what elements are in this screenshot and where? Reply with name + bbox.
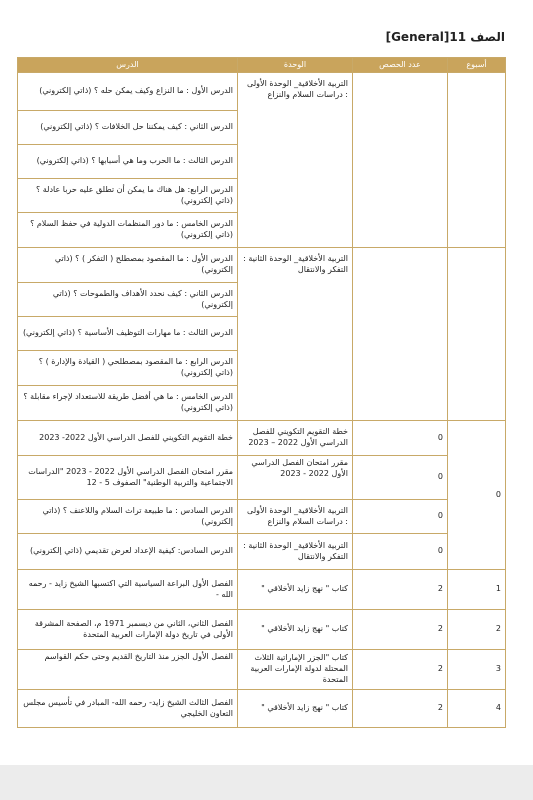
unit-cell: التربية الأخلاقية_ الوحدة الأولى : دراسات السلام والنزاع (238, 500, 353, 534)
table-row (18, 690, 506, 728)
table-row (18, 500, 506, 534)
unit-cell: التربية الأخلاقية_ الوحدة الثانية : التفكر والانتقال (238, 248, 353, 421)
header-lesson: الدرس (18, 58, 238, 73)
periods-cell: 2 (353, 690, 448, 728)
week-cell: 0 (448, 421, 506, 570)
lesson-cell: الدرس الثالث : ما الحرب وما هي أسبابها ؟ (ذاتي إلكتروني) (18, 145, 238, 179)
table-header-row (18, 58, 506, 73)
week-cell: 3 (448, 650, 506, 690)
periods-cell (353, 248, 448, 421)
lesson-cell: الدرس الثالث : ما مهارات التوظيف الأساسية ؟ (ذاتي إلكتروني) (18, 317, 238, 351)
week-cell (448, 73, 506, 248)
week-cell (448, 248, 506, 421)
lesson-cell: الدرس السادس: كيفية الإعداد لعرض تقديمي (ذاتي إلكتروني) (18, 534, 238, 570)
unit-cell: كتاب " نهج زايد الأخلاقي " (238, 690, 353, 728)
lesson-cell: الفصل الثاني، الثاني من ديسمبر 1971 م، الصفحة المشرقة الأولى في تاريخ دولة الإمارات العربية المتحدة (18, 610, 238, 650)
periods-cell: 2 (353, 650, 448, 690)
table-row (18, 570, 506, 610)
table-row (18, 248, 506, 283)
table-row (18, 534, 506, 570)
lesson-cell: الفصل الأول الجزر منذ التاريخ القديم وحتى حكم القواسم (18, 650, 238, 690)
lesson-cell: الدرس الخامس : ما هي أفضل طريقة للاستعداد لإجراء مقابلة ؟ (ذاتي إلكتروني) (18, 386, 238, 421)
lesson-cell: الدرس الرابع: هل هناك ما يمكن أن تطلق عليه حربا عادلة ؟ (ذاتي إلكتروني) (18, 179, 238, 213)
lesson-cell: الفصل الأول البراعة السياسية التي اكتسبها الشيخ زايد - رحمه الله - (18, 570, 238, 610)
lesson-cell: الدرس الثاني : كيف نحدد الأهداف والطموحات ؟ (ذاتي إلكتروني) (18, 283, 238, 317)
periods-cell: 0 (353, 500, 448, 534)
unit-cell: خطة التقويم التكويني للفصل الدراسي الأول 2022 – 2023 (238, 421, 353, 456)
header-periods: عدد الحصص (353, 58, 448, 73)
table-row (18, 610, 506, 650)
lesson-cell: الدرس الرابع : ما المقصود بمصطلحي ( القيادة والإدارة ) ؟ (ذاتي إلكتروني) (18, 351, 238, 386)
periods-cell: 0 (353, 456, 448, 500)
unit-cell: كتاب " نهج زايد الأخلاقي " (238, 610, 353, 650)
table-row (18, 73, 506, 111)
periods-cell: 2 (353, 610, 448, 650)
unit-cell: كتاب " نهج زايد الأخلاقي " (238, 570, 353, 610)
lesson-cell: الدرس الأول : ما المقصود بمصطلح ( التفكر ) ؟ (ذاتي إلكتروني) (18, 248, 238, 283)
lesson-cell: خطة التقويم التكويني للفصل الدراسي الأول 2022- 2023 (18, 421, 238, 456)
table-row (18, 650, 506, 690)
periods-cell (353, 73, 448, 248)
lesson-cell: الدرس الثاني : كيف يمكننا حل الخلافات ؟ (ذاتي إلكتروني) (18, 111, 238, 145)
table-row (18, 456, 506, 500)
header-unit: الوحدة (238, 58, 353, 73)
table-row (18, 421, 506, 456)
page-title: الصف 11[General] (385, 30, 505, 44)
unit-cell: مقرر امتحان الفصل الدراسي الأول 2022 - 2023 (238, 456, 353, 500)
periods-cell: 0 (353, 421, 448, 456)
lesson-cell: الدرس السادس : ما طبيعة تراث السلام واللاعنف ؟ (ذاتي إلكتروني) (18, 500, 238, 534)
unit-cell: كتاب "الجزر الإماراتية الثلاث المحتلة لدولة الإمارات العربية المتحدة (238, 650, 353, 690)
header-week: أسبوع (448, 58, 506, 73)
unit-cell: التربية الأخلاقية_ الوحدة الثانية : التفكر والانتقال (238, 534, 353, 570)
page-footer-bar (0, 765, 533, 800)
week-cell: 1 (448, 570, 506, 610)
week-cell: 4 (448, 690, 506, 728)
periods-cell: 0 (353, 534, 448, 570)
week-cell: 2 (448, 610, 506, 650)
unit-cell: التربية الأخلاقية_ الوحدة الأولى : دراسات السلام والنزاع (238, 73, 353, 248)
lesson-cell: الدرس الخامس : ما دور المنظمات الدولية في حفظ السلام ؟ (ذاتي إلكتروني) (18, 213, 238, 248)
periods-cell: 2 (353, 570, 448, 610)
schedule-table (17, 57, 506, 728)
lesson-cell: الدرس الأول : ما النزاع وكيف يمكن حله ؟ (ذاتي إلكتروني) (18, 73, 238, 111)
lesson-cell: مقرر امتحان الفصل الدراسي الأول 2022 - 2023 "الدراسات الاجتماعية والتربية الوطنية" الصفوف 5 - 12 (18, 456, 238, 500)
lesson-cell: الفصل الثالث الشيخ زايد- رحمه الله- المبادر في تأسيس مجلس التعاون الخليجي (18, 690, 238, 728)
